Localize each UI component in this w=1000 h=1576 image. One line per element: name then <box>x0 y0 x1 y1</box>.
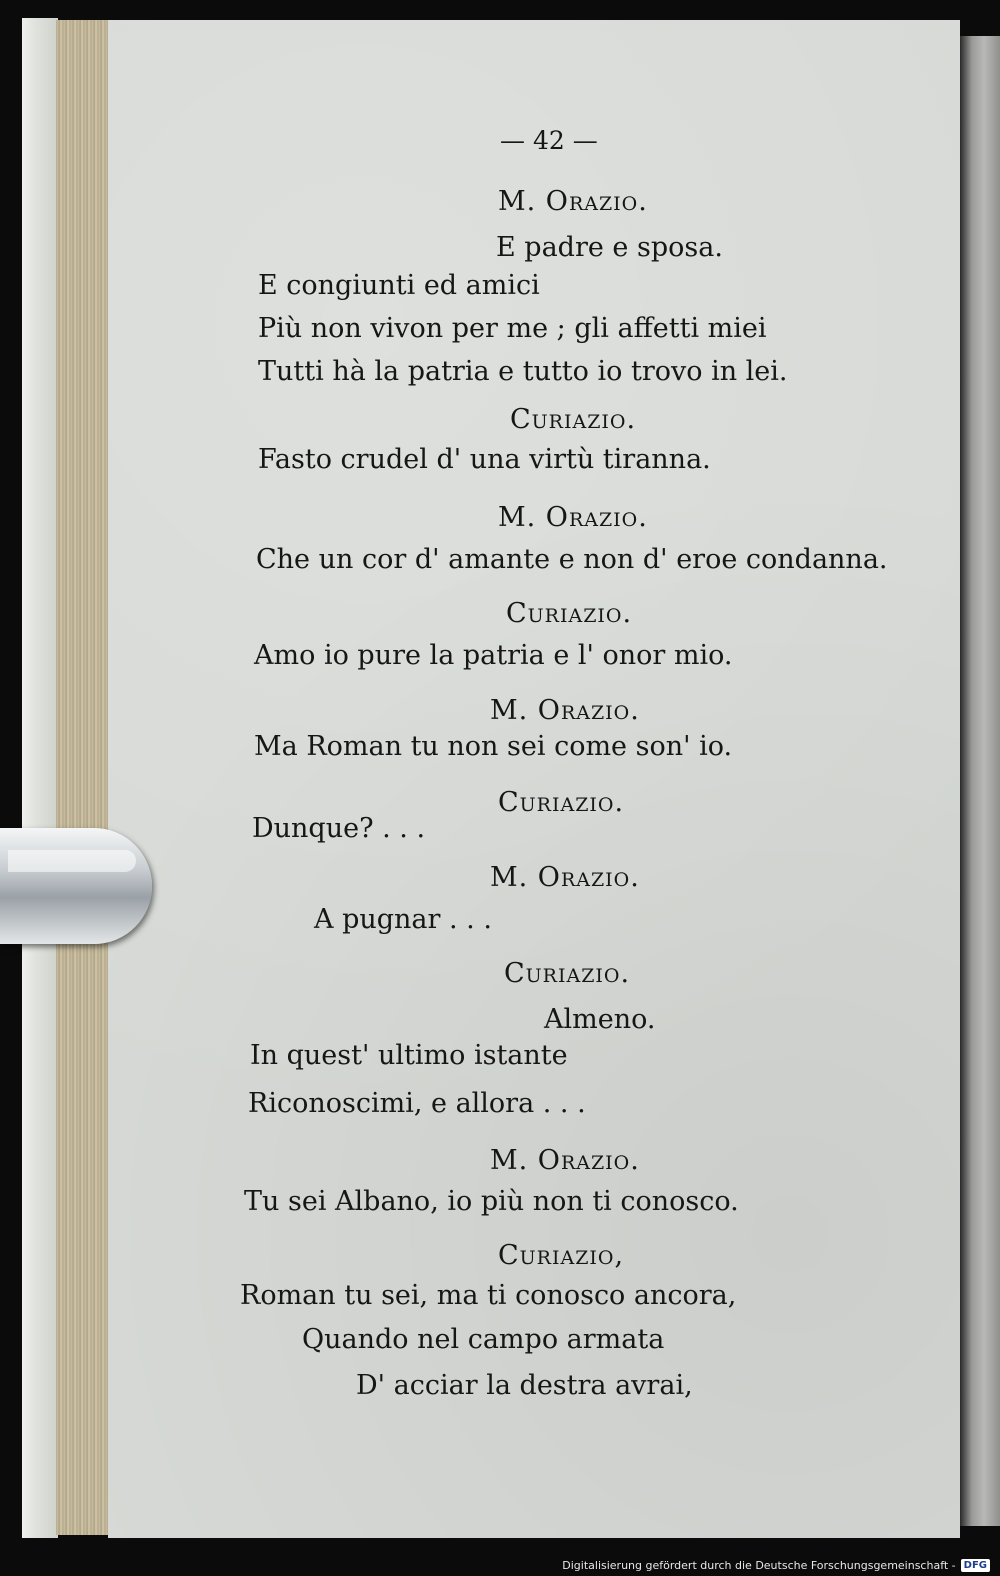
dfg-logo-icon: DFG <box>961 1559 990 1572</box>
verse-line: Roman tu sei, ma ti conosco ancora, <box>240 1280 737 1311</box>
credit-text: Digitalisierung gefördert durch die Deutsche Forschungsgemeinschaft - <box>562 1558 956 1572</box>
verse-line: Amo io pure la patria e l' onor mio. <box>254 640 733 671</box>
speaker-name: M. Orazio. <box>498 186 648 217</box>
right-page-edge <box>960 36 1000 1526</box>
page-stack-edge <box>56 20 112 1535</box>
verse-line: Che un cor d' amante e non d' eroe condanna. <box>256 544 888 575</box>
verse-line: E padre e sposa. <box>496 232 723 263</box>
speaker-name: Curiazio, <box>498 1240 625 1271</box>
digitization-credit <box>562 1556 990 1574</box>
page-clip <box>0 828 152 944</box>
speaker-name: Curiazio. <box>498 787 625 818</box>
speaker-name: Curiazio. <box>510 404 637 435</box>
verse-line: Più non vivon per me ; gli affetti miei <box>258 313 767 344</box>
verse-line: Tu sei Albano, io più non ti conosco. <box>244 1186 739 1217</box>
verse-line: E congiunti ed amici <box>258 270 540 301</box>
verse-line: Riconoscimi, e allora . . . <box>248 1088 586 1119</box>
speaker-name: M. Orazio. <box>490 1145 640 1176</box>
left-page-edge <box>22 18 58 1538</box>
speaker-name: M. Orazio. <box>490 862 640 893</box>
page-number: — 42 — <box>500 126 598 155</box>
verse-line: Almeno. <box>544 1004 656 1035</box>
verse-line: A pugnar . . . <box>314 904 492 935</box>
verse-line: Ma Roman tu non sei come son' io. <box>254 731 733 762</box>
verse-line: D' acciar la destra avrai, <box>356 1370 693 1401</box>
speaker-name: M. Orazio. <box>498 502 648 533</box>
verse-line: In quest' ultimo istante <box>250 1040 568 1071</box>
verse-line: Fasto crudel d' una virtù tiranna. <box>258 444 711 475</box>
speaker-name: Curiazio. <box>504 958 631 989</box>
speaker-name: Curiazio. <box>506 598 633 629</box>
verse-line: Tutti hà la patria e tutto io trovo in lei. <box>258 356 788 387</box>
speaker-name: M. Orazio. <box>490 695 640 726</box>
verse-line: Quando nel campo armata <box>302 1324 665 1355</box>
verse-line: Dunque? . . . <box>252 813 426 844</box>
